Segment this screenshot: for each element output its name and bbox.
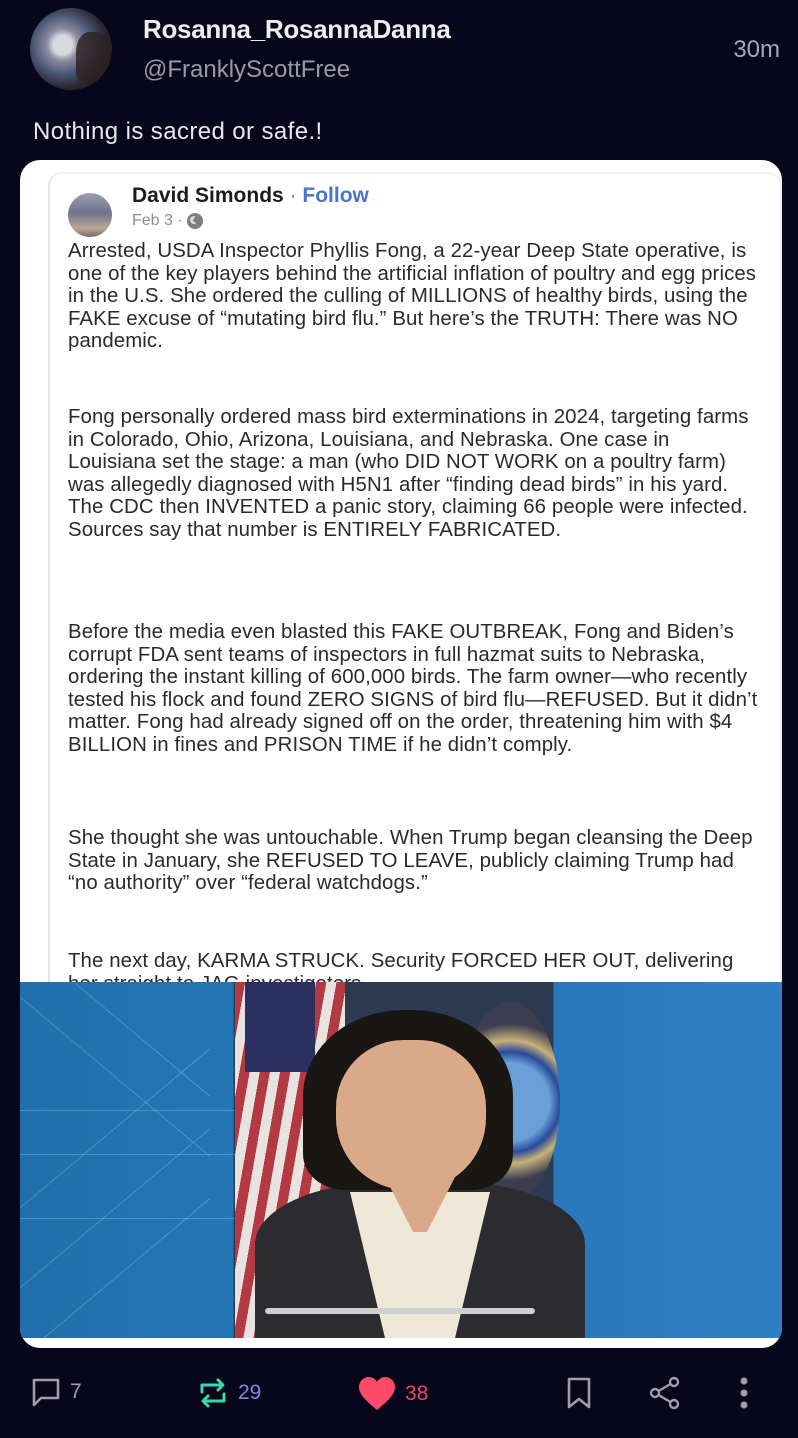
share-button[interactable]: [648, 1376, 682, 1410]
scroll-indicator: [265, 1308, 535, 1314]
globe-icon: [187, 213, 203, 229]
reply-icon: [30, 1376, 62, 1408]
portrait-photo[interactable]: [20, 982, 782, 1338]
post-actions: [0, 1372, 798, 1416]
embedded-post-date: Feb 3 ·: [132, 212, 183, 229]
heart-icon: [357, 1376, 397, 1412]
embedded-paragraph-2: Fong personally ordered mass bird exterminations in 2024, targeting farms in Colorado, Ohio, Arizona, Louisiana, and Nebraska. One case in Louisiana set the stage: a man (who DID NOT WORK on a poultry farm) was allegedly diagnosed with H5N1 after “finding dead birds” in his yard. The CDC then INVENTED a panic story, claiming 66 people were infected. Sources say that number is ENTIRELY FABRICATED.: [68, 406, 749, 541]
reply-button[interactable]: [30, 1376, 82, 1408]
bookmark-button[interactable]: [566, 1376, 592, 1410]
embedded-post-date-line: [132, 212, 203, 230]
embedded-paragraph-1: Arrested, USDA Inspector Phyllis Fong, a 22-year Deep State operative, is one of the key players behind the artificial inflation of poultry and egg prices in the U.S. She ordered the culling of MILLIONS of healthy birds, using the FAKE excuse of “mutating bird flu.” But here’s the TRUTH: There was NO pandemic.: [68, 240, 757, 353]
display-name[interactable]: Rosanna_RosannaDanna: [143, 14, 451, 44]
embedded-paragraph-5: The next day, KARMA STRUCK. Security FORCED HER OUT, delivering: [68, 950, 734, 972]
like-button[interactable]: [357, 1376, 428, 1412]
repost-count: 29: [238, 1381, 262, 1404]
post-text: Nothing is sacred or safe.!: [33, 118, 323, 145]
embedded-screenshot-card[interactable]: [20, 160, 782, 1348]
background-pattern: [20, 982, 235, 1338]
embedded-paragraph-3: Before the media even blasted this FAKE OUTBREAK, Fong and Biden’s corrupt FDA sent teams of inspectors in full hazmat suits to Nebraska, ordering the instant killing of 600,000 birds. The farm owner—who recently tested his flock and found ZERO SIGNS of bird flu—REFUSED. But it didn’t matter. Fong had already signed off on the order, threatening him with $4 BILLION in fines and PRISON TIME if he didn’t comply.: [68, 621, 758, 756]
frame-edge: [48, 814, 50, 982]
embedded-paragraph-4: She thought she was untouchable. When Trump began cleansing the Deep State in January, she REFUSED TO LEAVE, publicly claiming Trump had “no authority” over “federal watchdogs.”: [68, 827, 753, 895]
share-icon: [648, 1376, 682, 1410]
like-count: 38: [405, 1382, 429, 1405]
embedded-author-avatar: [68, 193, 112, 237]
reply-count: 7: [70, 1380, 82, 1403]
embedded-author-name: David Simonds: [132, 184, 284, 207]
frame-edge: [48, 388, 50, 470]
follow-link: Follow: [302, 184, 369, 207]
person-face: [336, 1040, 486, 1190]
repost-icon: [196, 1376, 230, 1410]
avatar[interactable]: [30, 8, 112, 90]
more-options-button[interactable]: [738, 1376, 750, 1410]
embedded-author-line: [132, 184, 369, 208]
bookmark-icon: [566, 1376, 592, 1410]
user-handle[interactable]: @FranklyScottFree: [143, 56, 351, 83]
post-timestamp: 30m: [733, 36, 780, 63]
repost-button[interactable]: [196, 1376, 261, 1410]
more-icon: [738, 1376, 750, 1410]
separator-dot: ·: [283, 184, 303, 207]
